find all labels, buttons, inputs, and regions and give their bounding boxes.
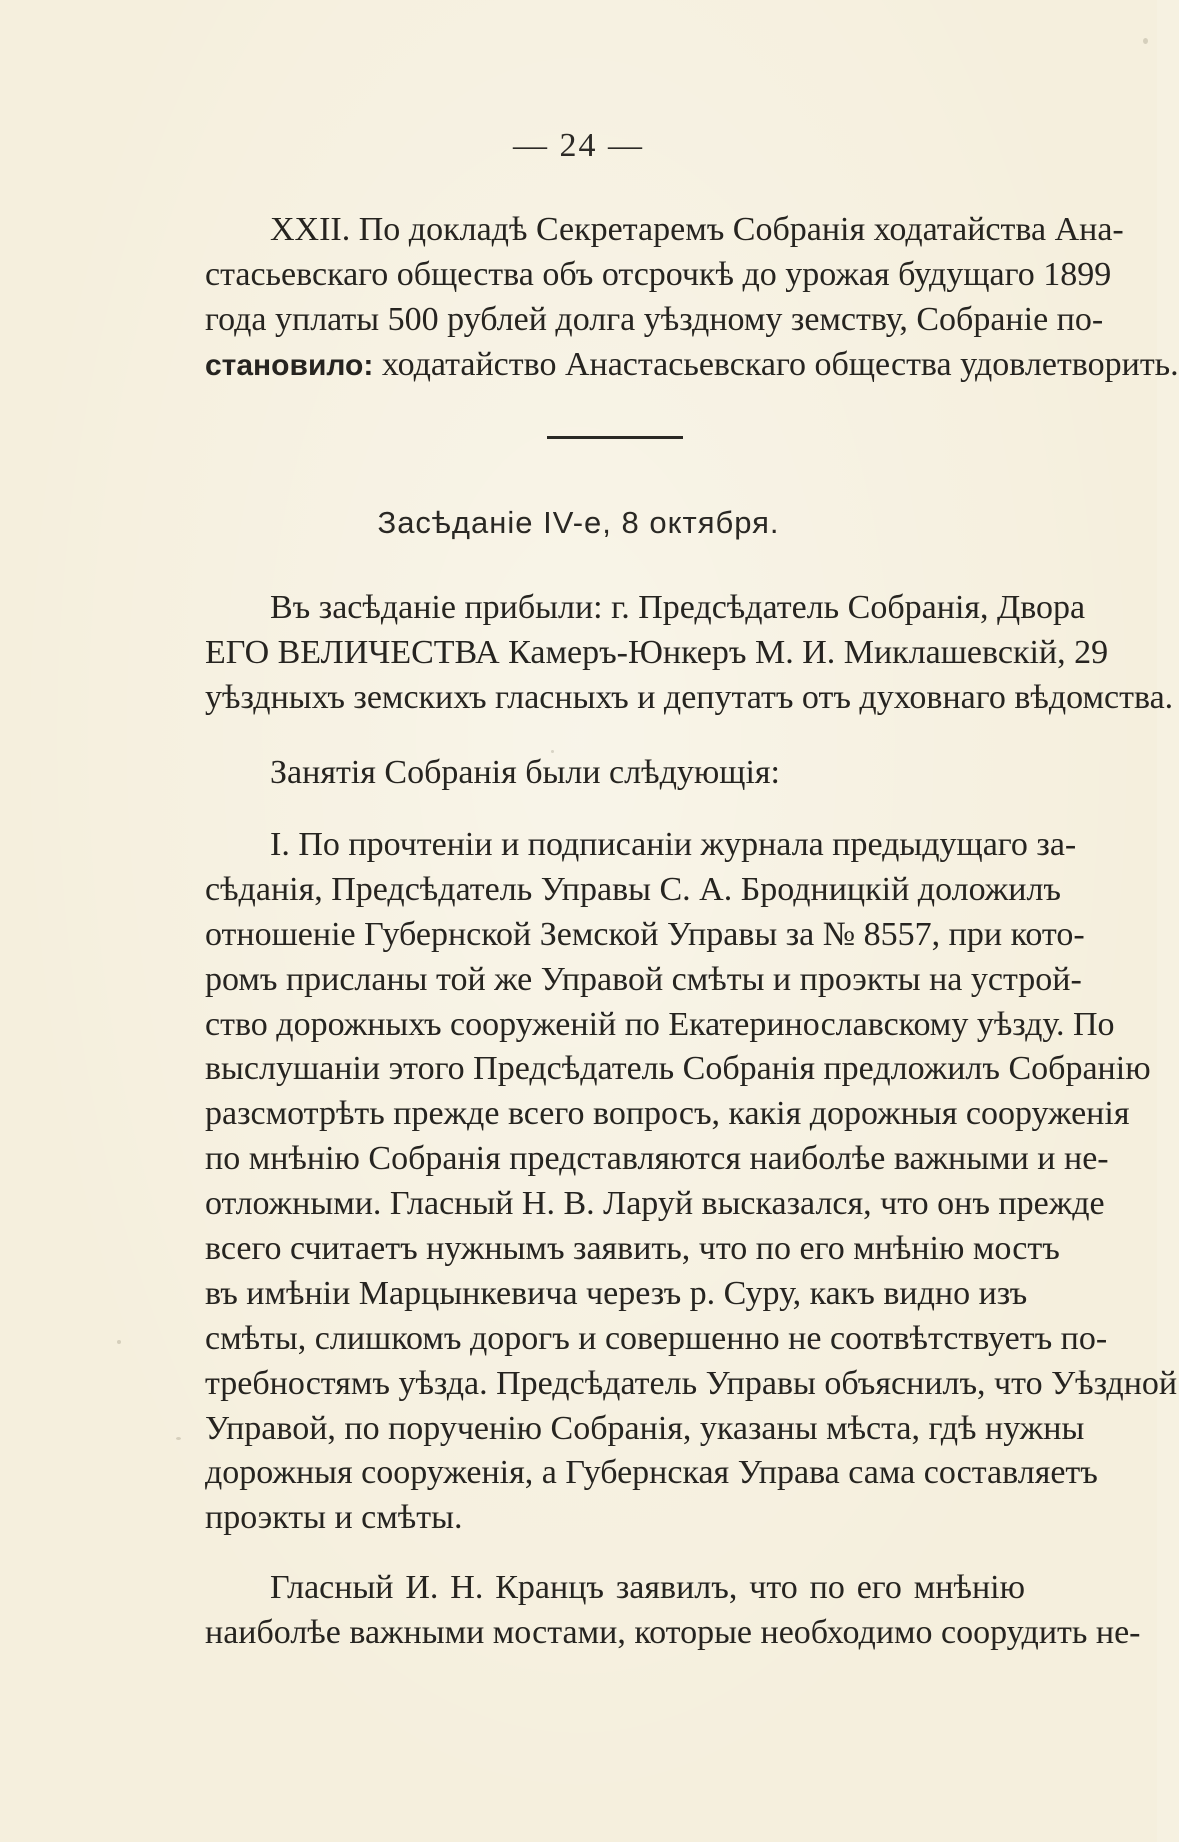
text-line-final xyxy=(205,342,1179,387)
section-xxii-paragraph xyxy=(205,207,1179,387)
text-line: года уплаты 500 рублей долга уѣздному земству, Собраніе по- xyxy=(205,301,1104,338)
text-line: I. По прочтеніи и подписаніи журнала предыдущаго за- xyxy=(270,826,1077,863)
text-line: сѣданія, Предсѣдатель Управы С. А. Бродницкій доложилъ xyxy=(205,870,1061,908)
resolution-text: ходатайство Анастасьевскаго общества удовлетворить. xyxy=(373,346,1179,383)
krants-paragraph xyxy=(205,1565,1141,1655)
text-line: проэкты и смѣты. xyxy=(205,1499,463,1537)
paper-speck xyxy=(551,750,554,753)
text-line: требностямъ уѣзда. Предсѣдатель Управы объяснилъ, что Уѣздной xyxy=(205,1364,1178,1402)
text-line: въ имѣніи Марцынкевича черезъ р. Суру, какъ видно изъ xyxy=(205,1274,1028,1312)
text-line: разсмотрѣть прежде всего вопросъ, какія дорожныя сооруженія xyxy=(205,1095,1130,1133)
text-line: всего считаетъ нужнымъ заявить, что по его мнѣнію мостъ xyxy=(205,1230,1060,1268)
text-line: XXII. По докладѣ Секретаремъ Собранія ходатайства Ана- xyxy=(270,211,1124,248)
text-line: отложными. Гласный Н. В. Ларуй высказался, что онъ прежде xyxy=(205,1185,1105,1223)
text-line: Управой, по порученію Собранія, указаны мѣста, гдѣ нужны xyxy=(205,1409,1085,1447)
text-line: ромъ присланы той же Управой смѣты и проэкты на устрой- xyxy=(205,960,1082,998)
resolution-keyword: становило: xyxy=(205,349,374,382)
text-line: дорожныя сооруженія, а Губернская Управа сама составляетъ xyxy=(205,1454,1098,1492)
business-intro-paragraph xyxy=(205,750,1025,795)
attendance-paragraph xyxy=(205,585,1174,720)
page-number: — 24 — xyxy=(513,127,644,164)
text-line: Въ засѣданіе прибыли: г. Предсѣдатель Собранія, Двора xyxy=(270,589,1086,626)
text-line: по мнѣнію Собранія представляются наиболѣе важными и не- xyxy=(205,1140,1109,1178)
session-heading: Засѣданіе IV-е, 8 октября. xyxy=(377,505,780,540)
text-line: отношеніе Губернской Земской Управы за № 8557, при кото- xyxy=(205,915,1085,953)
text-line: уѣздныхъ земскихъ гласныхъ и депутатъ отъ духовнаго вѣдомства. xyxy=(205,679,1174,716)
section-divider xyxy=(547,436,683,439)
text-line: ство дорожныхъ сооруженій по Екатеринославскому уѣзду. По xyxy=(205,1005,1115,1043)
text-line: стасьевскаго общества объ отсрочкѣ до урожая будущаго 1899 xyxy=(205,256,1112,293)
text-line: выслушаніи этого Предсѣдатель Собранія предложилъ Собранію xyxy=(205,1050,1151,1088)
item-1-paragraph xyxy=(205,823,1178,1543)
text-line: наиболѣе важными мостами, которые необходимо соорудить не- xyxy=(205,1614,1141,1651)
paper-speck xyxy=(176,1437,181,1440)
text-line: ЕГО ВЕЛИЧЕСТВА Камеръ-Юнкеръ М. И. Миклашевскій, 29 xyxy=(205,634,1109,671)
paper-speck xyxy=(117,1340,121,1344)
text-line: Занятія Собранія были слѣдующія: xyxy=(270,754,780,791)
text-line: Гласный И. Н. Кранцъ заявилъ, что по его мнѣнію xyxy=(270,1569,1025,1606)
paper-speck xyxy=(1143,38,1148,44)
text-line: смѣты, слишкомъ дорогъ и совершенно не соотвѣтствуетъ по- xyxy=(205,1319,1108,1357)
